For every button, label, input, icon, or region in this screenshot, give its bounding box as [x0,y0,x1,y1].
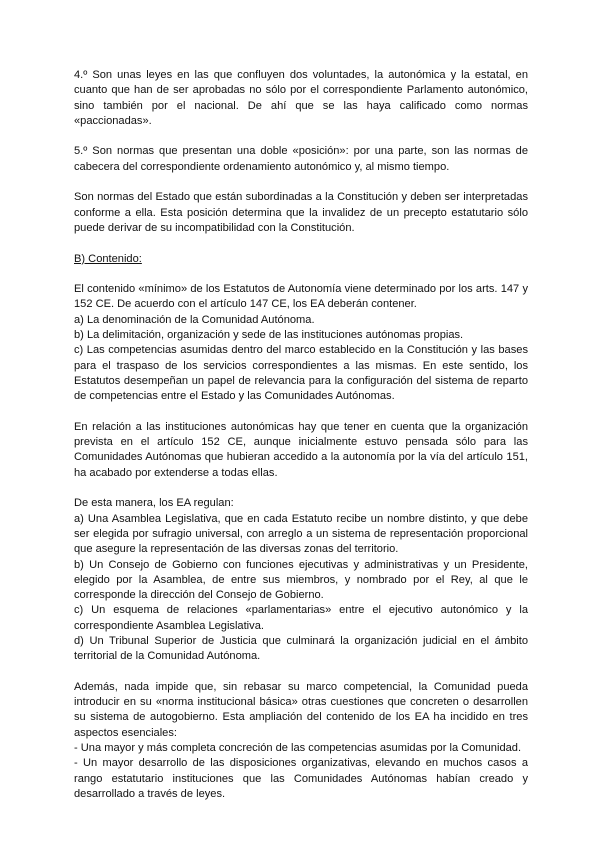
regulan-item-b: b) Un Consejo de Gobierno con funciones ejecutivas y administrativas y un Presidente, elegido por la Asamblea, de entre sus miembros, y nombrado por el Rey, al que le corresponde la dirección del Consejo de Gobierno. [74,558,528,602]
contenido-minimo-block [74,282,528,404]
ampliacion-intro: Además, nada impide que, sin rebasar su marco competencial, la Comunidad pueda introducir en su «norma institucional básica» otras cuestiones que concreten o desarrollen su sistema de autogobierno. Esta ampliación del contenido de los EA ha incidido en tres aspectos esenciales: [74,680,528,739]
section-heading-contenido: B) Contenido: [74,252,142,265]
paragraph-5-doble-posicion: 5.º Son normas que presentan una doble «posición»: por una parte, son las normas de cabecera del correspondiente ordenamiento autonómico y, al mismo tiempo. [74,145,528,173]
contenido-item-c: c) Las competencias asumidas dentro del marco establecido en la Constitución y las bases para el traspaso de los servicios correspondientes a las mismas. En este sentido, los Estatutos desempeñan un papel de relevancia para la configuración del sistema de reparto de competencias entre el Estado y las Comunidades Autónomas. [74,344,528,403]
ampliacion-contenido-block [74,680,528,802]
contenido-item-b: b) La delimitación, organización y sede de las instituciones autónomas propias. [74,329,464,342]
regulan-item-c: c) Un esquema de relaciones «parlamentarias» entre el ejecutivo autonómico y la correspondiente Asamblea Legislativa. [74,604,528,632]
regulan-item-a: a) Una Asamblea Legislativa, que en cada Estatuto recibe un nombre distinto, y que debe ser elegida por sufragio universal, con arreglo a un sistema de representación proporcional que asegure la representación de las diversas zonas del territorio. [74,512,528,556]
ampliacion-item-2: - Un mayor desarrollo de las disposiciones organizativas, elevando en muchos casos a rango estatutario instituciones que las Comunidades Autónomas habían creado y desarrollado a través de leyes. [74,757,528,800]
paragraph-instituciones-autonomicas: En relación a las instituciones autonómicas hay que tener en cuenta que la organización prevista en el artículo 152 CE, aunque inicialmente estuvo pensada sólo para las Comunidades Autónomas que hubieran accedido a la autonomía por la vía del artículo 151, ha acabado por extenderse a todas ellas. [74,420,528,479]
ampliacion-item-1: - Una mayor y más completa concreción de las competencias asumidas por la Comunidad. [74,742,522,755]
document-page [74,68,528,818]
contenido-item-a: a) La denominación de la Comunidad Autónoma. [74,313,315,326]
ea-regulan-block [74,496,528,664]
paragraph-normas-estado: Son normas del Estado que están subordinadas a la Constitución y deben ser interpretadas conforme a ella. Esta posición determina que la invalidez de un precepto estatutario sólo puede derivar de su incompatibilidad con la Constitución. [74,191,528,234]
contenido-minimo-intro: El contenido «mínimo» de los Estatutos de Autonomía viene determinado por los arts. 147 y 152 CE. De acuerdo con el artículo 147 CE, los EA deberán contener. [74,283,528,311]
regulan-item-d: d) Un Tribunal Superior de Justicia que culminará la organización judicial en el ámbito territorial de la Comunidad Autónoma. [74,634,528,663]
paragraph-4-leyes-paccionadas: 4.º Son unas leyes en las que confluyen dos voluntades, la autonómica y la estatal, en cuanto que han de ser aprobadas no sólo por el correspondiente Parlamento autonómico, sino también por el nacional. De ahí que se las haya calificado como normas «paccionadas». [74,69,528,127]
ea-regulan-intro: De esta manera, los EA regulan: [74,497,234,510]
